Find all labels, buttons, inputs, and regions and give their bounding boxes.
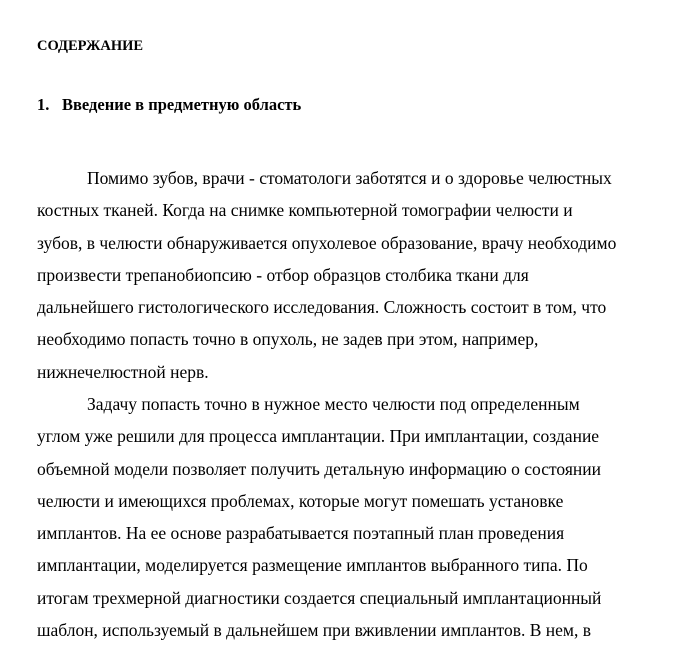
paragraph-line: углом уже решили для процесса имплантации. При имплантации, создание <box>37 426 600 447</box>
paragraph-line: имплантации, моделируется размещение имплантов выбранного типа. По <box>37 555 588 576</box>
paragraph-line: костных тканей. Когда на снимке компьютерной томографии челюсти и <box>37 200 573 221</box>
paragraph-line: зубов, в челюсти обнаруживается опухолевое образование, врачу необходимо <box>37 232 617 253</box>
contents-heading: СОДЕРЖАНИЕ <box>37 38 144 54</box>
paragraph-line: произвести трепанобиопсию - отбор образцов столбика ткани для <box>37 264 529 285</box>
paragraph-line: Помимо зубов, врачи - стоматологи заботятся и о здоровье челюстных <box>87 168 612 188</box>
paragraph-1 <box>37 162 657 388</box>
paragraph-line: шаблон, используемый в дальнейшем при вживлении имплантов. В нем, в <box>37 620 592 641</box>
paragraph-line: имплантов. На ее основе разрабатывается поэтапный план проведения <box>37 523 565 544</box>
paragraph-line: необходимо попасть точно в опухоль, не задев при этом, например, <box>37 329 539 350</box>
paragraph-line: нижнечелюстной нерв. <box>37 361 209 382</box>
section-heading <box>37 95 301 115</box>
paragraph-line: итогам трехмерной диагностики создается специальный имплантационный <box>37 587 602 608</box>
paragraph-line: Задачу попасть точно в нужное место челюсти под определенным <box>87 394 580 414</box>
section-number: 1. <box>37 95 50 114</box>
section-title: Введение в предметную область <box>62 95 302 114</box>
paragraph-line: объемной модели позволяет получить детальную информацию о состоянии <box>37 458 601 479</box>
paragraph-line: дальнейшего гистологического исследования. Сложность состоит в том, что <box>37 297 607 318</box>
paragraph-2 <box>37 388 657 646</box>
paragraph-line: челюсти и имеющихся проблемах, которые могут помешать установке <box>37 490 564 511</box>
